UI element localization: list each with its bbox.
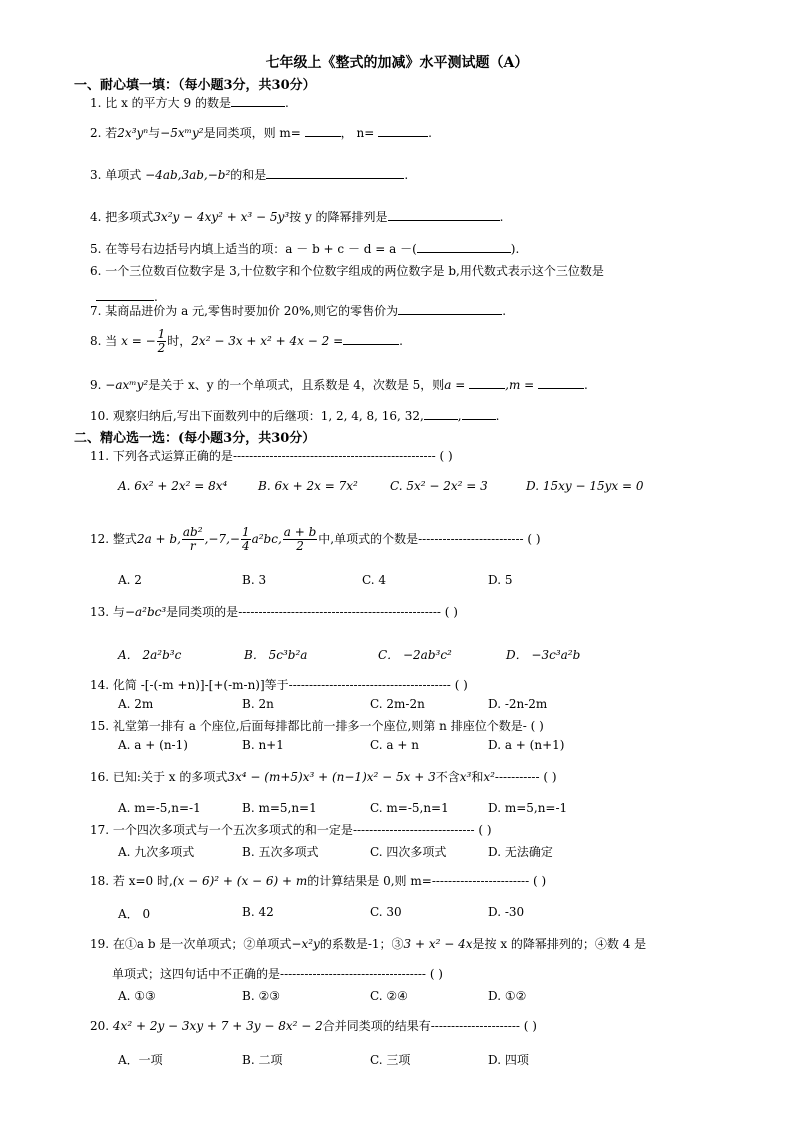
question-text: 是同类项的是 xyxy=(166,605,239,619)
option-c[interactable]: C. 四次多项式 xyxy=(370,845,447,859)
fraction: $\frac{1}{4}$ xyxy=(241,525,250,553)
option-a[interactable]: A. 6x² + 2x² = 8x⁴ xyxy=(118,479,228,493)
option-d[interactable]: D. 15xy − 15yx = 0 xyxy=(526,479,644,493)
question-16 xyxy=(90,769,557,785)
question-text: 的系数是-1；③ xyxy=(319,937,404,951)
question-text: 合并同类项的结果有 xyxy=(322,1019,431,1033)
answer-paren[interactable]: ( ) xyxy=(532,874,547,888)
question-text: 不含 xyxy=(435,770,460,784)
option-c[interactable]: C. 2m-2n xyxy=(370,697,425,711)
option-c[interactable]: C. 三项 xyxy=(370,1053,411,1067)
question-number: 15. xyxy=(90,719,110,733)
question-20 xyxy=(90,1018,537,1034)
answer-paren[interactable]: ( ) xyxy=(454,678,468,692)
option-c[interactable]: C. 30 xyxy=(370,905,402,919)
question-number: 8. xyxy=(90,334,102,348)
question-4: 4. 把多项式3x²y − 4xy² + x³ − 5y³按 y 的降幂排列是 . xyxy=(90,210,504,224)
question-number: 14. xyxy=(90,678,110,692)
math-expression: ,−7,− xyxy=(204,532,240,546)
question-text: 和 xyxy=(471,770,484,784)
option-d[interactable]: D. 四项 xyxy=(488,1053,529,1067)
question-number: 16. xyxy=(90,770,110,784)
leader-dashes: -------------------------- xyxy=(418,532,524,546)
leader-dashes: -------------------------------------------------- xyxy=(232,449,436,463)
option-b[interactable]: B． 5c³b²a xyxy=(244,648,308,662)
math-expression: −4ab,3ab,−b² xyxy=(145,168,231,182)
question-number: 6. xyxy=(90,264,102,278)
fraction: $\frac{\text{ab²}}{r}$ xyxy=(182,525,203,553)
answer-blank-a[interactable] xyxy=(469,376,505,389)
question-number: 17. xyxy=(90,823,110,837)
answer-blank-m[interactable] xyxy=(305,124,341,137)
answer-blank-2[interactable] xyxy=(462,407,496,420)
option-c[interactable]: C. ②④ xyxy=(370,989,408,1003)
question-text: ). xyxy=(510,242,520,256)
leader-dashes: ------------------------------ xyxy=(352,823,475,837)
option-d[interactable]: D. a + (n+1) xyxy=(488,738,565,752)
leader-dashes: ---------------------- xyxy=(430,1019,520,1033)
question-text: 在等号右边括号内填上适当的项：a － b + c － d = a －( xyxy=(105,242,417,256)
question-number: 3. xyxy=(90,168,102,182)
option-b[interactable]: B. n+1 xyxy=(242,738,284,752)
question-text: 比 x 的平方大 9 的数是 xyxy=(105,96,231,110)
fraction-one-half: $\frac{1}{2}$ xyxy=(157,327,166,355)
question-text: 若 xyxy=(105,126,118,140)
math-expression: (x − 6)² + (x − 6) + m xyxy=(172,874,308,888)
option-c[interactable]: C． −2ab³c² xyxy=(378,648,452,662)
math-expression: 2x² − 3x + x² + 4x − 2 = xyxy=(191,334,344,348)
answer-blank[interactable] xyxy=(388,208,500,221)
math-expression: 3x²y − 4xy² + x³ − 5y³ xyxy=(153,210,290,224)
answer-paren[interactable]: ( ) xyxy=(439,449,453,463)
option-a[interactable]: A. m=-5,n=-1 xyxy=(118,801,201,815)
question-text: 观察归纳后,写出下面数列中的后继项：1, 2, 4, 8, 16, 32, xyxy=(112,409,424,423)
question-number: 12. xyxy=(90,532,110,546)
math-expression: a²bc, xyxy=(251,532,282,546)
option-c[interactable]: C. m=-5,n=1 xyxy=(370,801,449,815)
question-8: 8. 当 x = − $\frac{1}{2}$ 时，2x² − 3x + x² + 4x − 2 = . xyxy=(90,327,403,355)
math-expression: a = xyxy=(444,378,466,392)
question-text: 下列各式运算正确的是 xyxy=(112,449,233,463)
option-b[interactable]: B. 2n xyxy=(242,697,274,711)
option-d[interactable]: D. m=5,n=-1 xyxy=(488,801,568,815)
question-number: 7. xyxy=(90,304,102,318)
section-2-heading: 二、精心选一选：(每小题3分，共30分） xyxy=(74,431,316,446)
question-text: 在①a b 是一次单项式；②单项式 xyxy=(112,937,292,951)
leader-dashes: ----------- xyxy=(494,770,540,784)
question-text: 某商品进价为 a 元,零售时要加价 20%,则它的零售价为 xyxy=(105,304,399,318)
option-b[interactable]: B. 五次多项式 xyxy=(242,845,319,859)
question-2: 2. 若2x³yⁿ与−5xᵐy²是同类项，则 m= ， n= . xyxy=(90,126,432,140)
question-19 xyxy=(90,936,646,952)
option-a[interactable]: A. 2 xyxy=(118,573,142,587)
option-b[interactable]: B. m=5,n=1 xyxy=(242,801,317,815)
leader-dashes: ------------------------ xyxy=(431,874,530,888)
question-11 xyxy=(90,448,453,464)
question-number: 5. xyxy=(90,242,102,256)
answer-blank[interactable] xyxy=(343,332,399,345)
option-b[interactable]: B. 二项 xyxy=(242,1053,283,1067)
math-expression: −5xᵐy² xyxy=(160,126,204,140)
leader-dashes: ---------------------------------------- xyxy=(288,678,451,692)
fraction: $\frac{a + b}{2}$ xyxy=(283,525,317,553)
question-7: 7. 某商品进价为 a 元,零售时要加价 20%,则它的零售价为 . xyxy=(90,304,507,318)
question-text: 当 xyxy=(105,334,118,348)
question-text: ， n= xyxy=(340,126,375,140)
question-text: 是按 x 的降幂排列的；④数 4 是 xyxy=(472,937,647,951)
question-19-line-2 xyxy=(112,966,443,982)
math-expression: 2a + b, xyxy=(136,532,181,546)
option-d[interactable]: D. ①② xyxy=(488,989,527,1003)
answer-paren[interactable]: ( ) xyxy=(444,605,458,619)
option-b[interactable]: B. 6x + 2x = 7x² xyxy=(258,479,358,493)
answer-paren[interactable]: ( ) xyxy=(543,770,557,784)
option-a[interactable]: A．一项 xyxy=(118,1053,163,1067)
option-a[interactable]: A． 2a²b³c xyxy=(118,648,182,662)
answer-paren[interactable]: ( ) xyxy=(530,719,544,733)
math-expression: 3x⁴ − (m+5)x³ + (n−1)x² − 5x + 3 xyxy=(227,770,436,784)
question-text: 与 xyxy=(148,126,161,140)
question-number: 18. xyxy=(90,874,110,888)
question-text: 是关于 x、y 的一个单项式，且系数是 4，次数是 5，则 xyxy=(148,378,445,392)
question-text: 一个四次多项式与一个五次多项式的和一定是 xyxy=(112,823,353,837)
question-number: 11. xyxy=(90,449,110,463)
option-a[interactable]: A． 0 xyxy=(118,907,151,921)
answer-blank[interactable] xyxy=(266,166,404,179)
question-17 xyxy=(90,822,492,838)
math-expression: 3 + x² − 4x xyxy=(403,937,473,951)
question-number: 1. xyxy=(90,96,102,110)
question-text: 单项式 xyxy=(105,168,142,182)
question-text: 化简 -[-(-m +n)]-[+(-m-n)]等于 xyxy=(112,678,289,692)
option-b[interactable]: B. ②③ xyxy=(242,989,280,1003)
option-a[interactable]: A. ①③ xyxy=(118,989,156,1003)
question-10: 10. 观察归纳后,写出下面数列中的后继项：1, 2, 4, 8, 16, 32, , . xyxy=(90,409,500,423)
question-18 xyxy=(90,873,546,889)
question-text: 已知:关于 x 的多项式 xyxy=(112,770,228,784)
question-text: 单项式；这四句话中不正确的是 xyxy=(112,967,281,981)
option-d[interactable]: D. -30 xyxy=(488,905,525,919)
option-c[interactable]: C. 4 xyxy=(362,573,387,587)
answer-paren[interactable]: ( ) xyxy=(527,532,541,546)
option-a[interactable]: A. 九次多项式 xyxy=(118,845,195,859)
question-5 xyxy=(90,240,519,257)
math-expression: 4x² + 2y − 3xy + 7 + 3y − 8x² − 2 xyxy=(112,1019,323,1033)
math-expression: −a²bc³ xyxy=(124,605,167,619)
page-title: 七年级上《整式的加减》水平测试题（A） xyxy=(265,55,529,71)
question-text: 礼堂第一排有 a 个座位,后面每排都比前一排多一个座位,则第 n 排座位个数是- xyxy=(112,719,527,733)
question-12 xyxy=(90,520,541,558)
answer-paren[interactable]: ( ) xyxy=(523,1019,537,1033)
answer-blank[interactable] xyxy=(398,302,502,315)
question-text: 若 x=0 时, xyxy=(112,874,173,888)
option-a[interactable]: A. a + (n-1) xyxy=(118,738,188,752)
option-d[interactable]: D. 5 xyxy=(488,573,513,587)
math-expression: x = − xyxy=(121,334,156,348)
option-c[interactable]: C. a + n xyxy=(370,738,419,752)
section-1-heading: 一、耐心填一填：（每小题3分，共30分） xyxy=(74,78,316,93)
question-text: 一个三位数百位数字是 3,十位数字和个位数字组成的两位数字是 b,用代数式表示这个三位数是 xyxy=(105,264,604,278)
answer-blank-n[interactable] xyxy=(378,124,428,137)
option-a[interactable]: A. 2m xyxy=(118,697,154,711)
question-number: 4. xyxy=(90,210,102,224)
question-number: 13. xyxy=(90,605,110,619)
option-c[interactable]: C. 5x² − 2x² = 3 xyxy=(390,479,488,493)
question-number: 19. xyxy=(90,937,110,951)
math-expression: −axᵐy² xyxy=(105,378,149,392)
question-number: 9. xyxy=(90,378,102,392)
question-text: 整式 xyxy=(112,532,137,546)
question-14 xyxy=(90,677,468,693)
answer-blank-1[interactable] xyxy=(424,407,458,420)
question-13 xyxy=(90,604,458,620)
question-text: 的和是 xyxy=(230,168,267,182)
question-15 xyxy=(90,718,544,734)
question-text: 与 xyxy=(112,605,125,619)
math-expression: −x²y xyxy=(291,937,320,951)
answer-paren[interactable]: ( ) xyxy=(429,967,443,981)
question-1: 1. 比 x 的平方大 9 的数是 . xyxy=(90,96,289,110)
answer-blank[interactable] xyxy=(417,240,511,253)
math-expression: 2x³yⁿ xyxy=(117,126,149,140)
question-6: 6. 一个三位数百位数字是 3,十位数字和个位数字组成的两位数字是 b,用代数式表示这个三位数是 . xyxy=(90,264,604,304)
answer-paren[interactable]: ( ) xyxy=(478,823,492,837)
answer-blank[interactable] xyxy=(231,94,285,107)
leader-dashes: ------------------------------------ xyxy=(280,967,426,981)
option-d[interactable]: D. 无法确定 xyxy=(488,845,553,859)
answer-blank-m[interactable] xyxy=(538,376,584,389)
question-3: 3. 单项式 −4ab,3ab,−b²的和是 . xyxy=(90,168,409,182)
question-text: 是同类项，则 m= xyxy=(203,126,301,140)
question-text: 时， xyxy=(167,334,192,348)
math-expression: x² xyxy=(483,770,495,784)
question-text: 的计算结果是 0,则 m= xyxy=(307,874,432,888)
leader-dashes: -------------------------------------------------- xyxy=(238,605,441,619)
option-d[interactable]: D． −3c³a²b xyxy=(506,648,581,662)
option-b[interactable]: B. 3 xyxy=(242,573,267,587)
question-text: 把多项式 xyxy=(105,210,154,224)
question-text: 中,单项式的个数是 xyxy=(318,532,419,546)
answer-blank[interactable] xyxy=(96,288,154,301)
question-text: 按 y 的降幂排列是 xyxy=(289,210,388,224)
option-b[interactable]: B. 42 xyxy=(242,905,274,919)
question-number: 10. xyxy=(90,409,110,423)
question-9: 9. −axᵐy²是关于 x、y 的一个单项式，且系数是 4，次数是 5，则a = ,m = . xyxy=(90,378,588,392)
option-d[interactable]: D. -2n-2m xyxy=(488,697,548,711)
question-number: 20. xyxy=(90,1019,110,1033)
question-number: 2. xyxy=(90,126,102,140)
math-expression: ,m = xyxy=(505,378,535,392)
math-expression: x³ xyxy=(459,770,472,784)
